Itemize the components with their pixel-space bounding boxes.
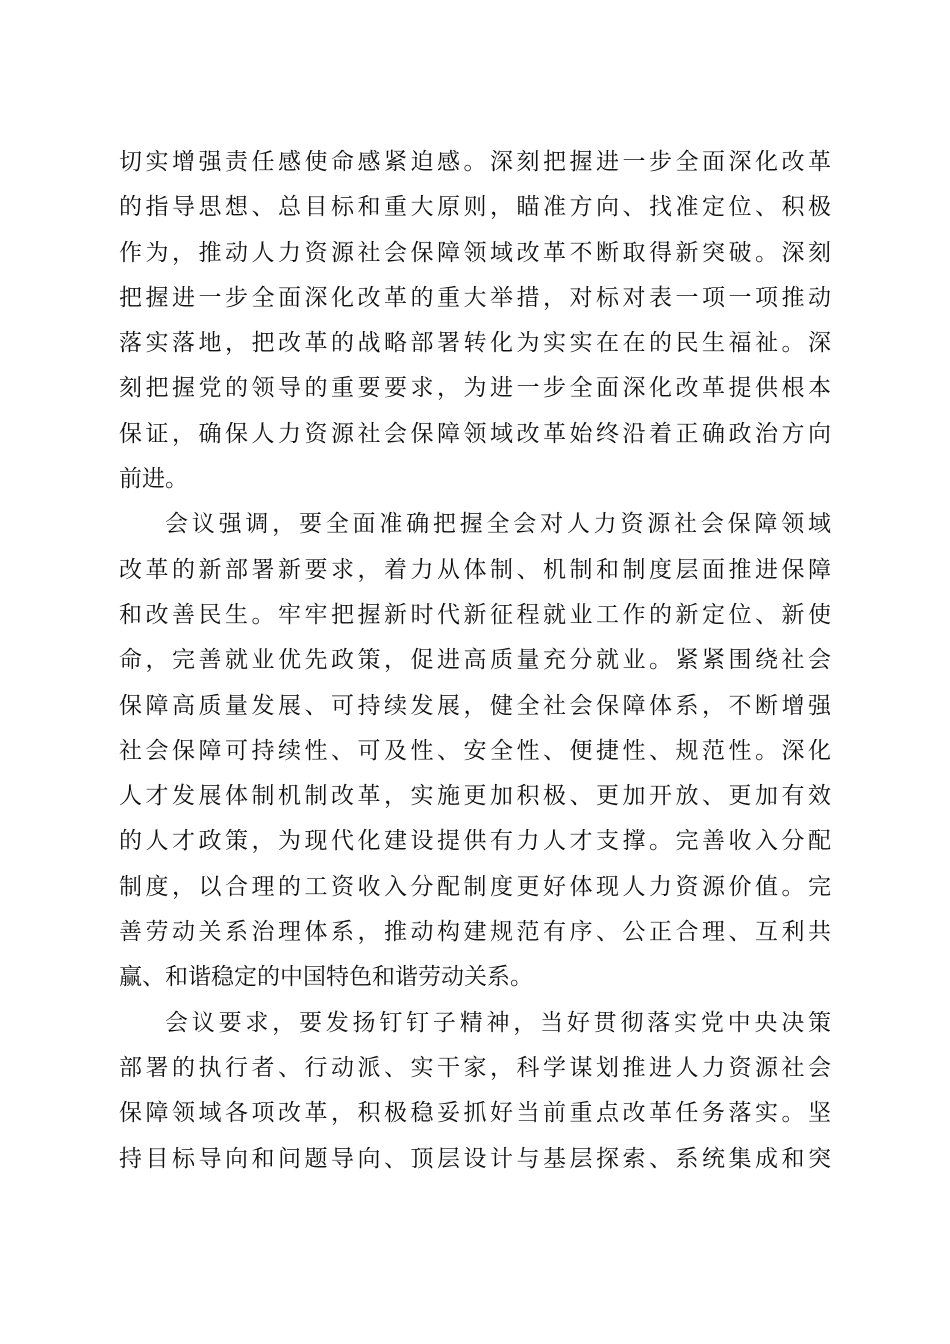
text-line: 作为，推动人力资源社会保障领域改革不断取得新突破。深刻 xyxy=(119,239,831,266)
text-line: 刻把握党的领导的重要要求，为进一步全面深化改革提供根本 xyxy=(119,375,831,402)
text-line: 会议要求，要发扬钉钉子精神，当好贯彻落实党中央决策 xyxy=(165,1009,831,1036)
document-body xyxy=(119,140,831,1182)
text-line: 保障高质量发展、可持续发展，健全社会保障体系，不断增强 xyxy=(119,692,831,719)
paragraph-2 xyxy=(119,502,831,1000)
text-line: 人才发展体制机制改革，实施更加积极、更加开放、更加有效 xyxy=(119,783,831,810)
text-line: 部署的执行者、行动派、实干家，科学谋划推进人力资源社会 xyxy=(119,1054,831,1081)
text-line: 前进。 xyxy=(119,466,188,493)
text-line: 持目标导向和问题导向、顶层设计与基层探索、系统集成和突 xyxy=(119,1145,831,1172)
text-line: 的人才政策，为现代化建设提供有力人才支撑。完善收入分配 xyxy=(119,828,831,855)
text-line: 落实落地，把改革的战略部署转化为实实在在的民生福祉。深 xyxy=(119,330,831,357)
text-line: 制度，以合理的工资收入分配制度更好体现人力资源价值。完 xyxy=(119,873,831,900)
text-line: 把握进一步全面深化改革的重大举措，对标对表一项一项推动 xyxy=(119,284,831,311)
text-line: 切实增强责任感使命感紧迫感。深刻把握进一步全面深化改革 xyxy=(119,149,831,175)
paragraph-1 xyxy=(119,140,831,502)
text-line: 命，完善就业优先政策，促进高质量充分就业。紧紧围绕社会 xyxy=(119,647,831,674)
text-line: 会议强调，要全面准确把握全会对人力资源社会保障领域 xyxy=(165,511,831,538)
paragraph-3 xyxy=(119,1001,831,1182)
text-line: 的指导思想、总目标和重大原则，瞄准方向、找准定位、积极 xyxy=(119,194,831,221)
text-line: 改革的新部署新要求，着力从体制、机制和制度层面推进保障 xyxy=(119,556,831,583)
text-line: 善劳动关系治理体系，推动构建规范有序、公正合理、互利共 xyxy=(119,919,831,946)
text-line: 和改善民生。牢牢把握新时代新征程就业工作的新定位、新使 xyxy=(119,601,831,628)
text-line: 保证，确保人力资源社会保障领域改革始终沿着正确政治方向 xyxy=(119,420,831,447)
text-line: 赢、和谐稳定的中国特色和谐劳动关系。 xyxy=(119,964,533,991)
text-line: 社会保障可持续性、可及性、安全性、便捷性、规范性。深化 xyxy=(119,737,831,764)
text-line: 保障领域各项改革，积极稳妥抓好当前重点改革任务落实。坚 xyxy=(119,1100,831,1127)
